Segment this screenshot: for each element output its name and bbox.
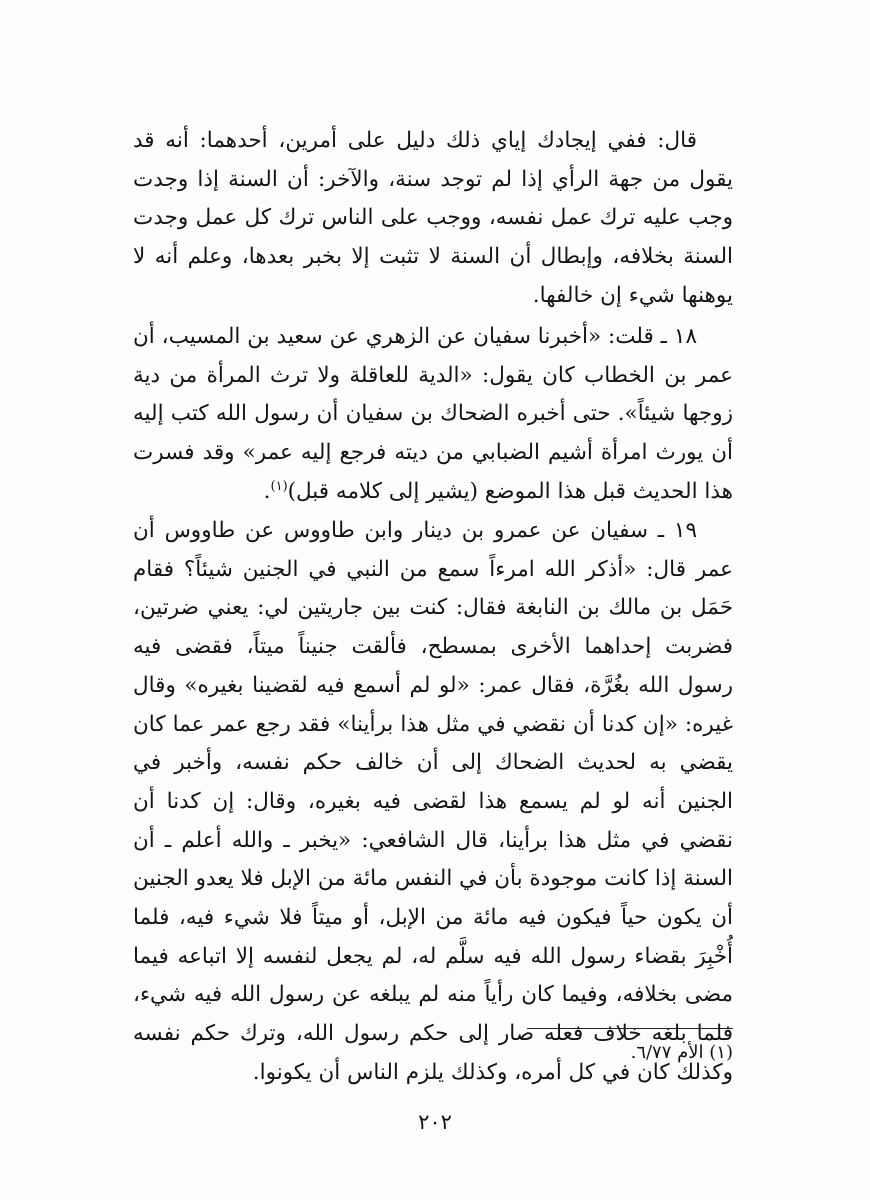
paragraph-1 xyxy=(133,122,733,316)
footnote-reference-marker: (١) xyxy=(270,478,288,494)
paragraph-2 xyxy=(133,318,733,512)
paragraph-2-text: ١٨ ـ قلت: «أخبرنا سفيان عن الزهري عن سعيد بن المسيب، أن عمر بن الخطاب كان يقول: «الدية للعاقلة ولا ترث المرأة من دية زوجها شيئاً». حتى أخبره الضحاك بن سفيان أن رسول الله كتب إليه أن يورث امرأة أشيم الضبابي من ديته فرجع إليه عمر» وقد فسرت هذا الحديث قبل هذا الموضع (يشير إلى كلامه قبل) xyxy=(133,324,733,504)
paragraph-3-text: ١٩ ـ سفيان عن عمرو بن دينار وابن طاووس عن طاووس أن عمر قال: «أذكر الله امرءاً سمع من النبي في الجنين شيئاً؟ فقام حَمَل بن مالك بن النابغة فقال: كنت بين جاريتين لي: يعني ضرتين، فضربت إحداهما الأخرى بمسطح، فألقت جنيناً ميتاً، فقضى فيه رسول الله بغُرَّة، فقال عمر: «لو لم أسمع فيه لقضينا بغيره» وقال غيره: «إن كدنا أن نقضي في مثل هذا برأينا» فقد رجع عمر عما كان يقضي به لحديث الضحاك إلى أن خالف حكم نفسه، وأخبر في الجنين أنه لو لم يسمع هذا لقضى فيه بغيره، وقال: إن كدنا أن نقضي في مثل هذا برأينا، قال الشافعي: «يخبر ـ والله أعلم ـ أن السنة إذا كانت موجودة بأن في النفس مائة من الإبل فلا يعدو الجنين أن يكون حياً فيكون فيه مائة من الإبل، أو ميتاً فلا شيء فيه، فلما أُخْبِرَ بقضاء رسول الله فيه سلَّم له، لم يجعل لنفسه إلا اتباعه فيما مضى بخلافه، وفيما كان رأياً منه لم يبلغه عن رسول الله فيه شيء، فلما بلغه خلاف فعله صار إلى حكم رسول الله، وترك حكم نفسه وكذلك كان في كل أمره، وكذلك يلزم الناس أن يكونوا. xyxy=(133,518,733,1085)
paragraph-3 xyxy=(133,512,733,1093)
paragraph-1-text: قال: ففي إيجادك إياي ذلك دليل على أمرين، أحدهما: أنه قد يقول من جهة الرأي إذا لم توجد سنة، والآخر: أن السنة إذا وجدت وجب عليه ترك عمل نفسه، ووجب على الناس ترك كل عمل وجدت السنة بخلافه، وإبطال أن السنة لا تثبت إلا بخبر بعدها، وعلم أنه لا يوهنها شيء إن خالفها. xyxy=(133,128,733,308)
paragraph-2-body xyxy=(133,318,733,512)
footnote-separator xyxy=(527,1028,733,1029)
paragraph-2-tail: . xyxy=(263,478,271,504)
page-number: ٢٠٢ xyxy=(418,1110,452,1134)
footnote: (١) الأم ٦/٧٧. xyxy=(630,1042,733,1063)
